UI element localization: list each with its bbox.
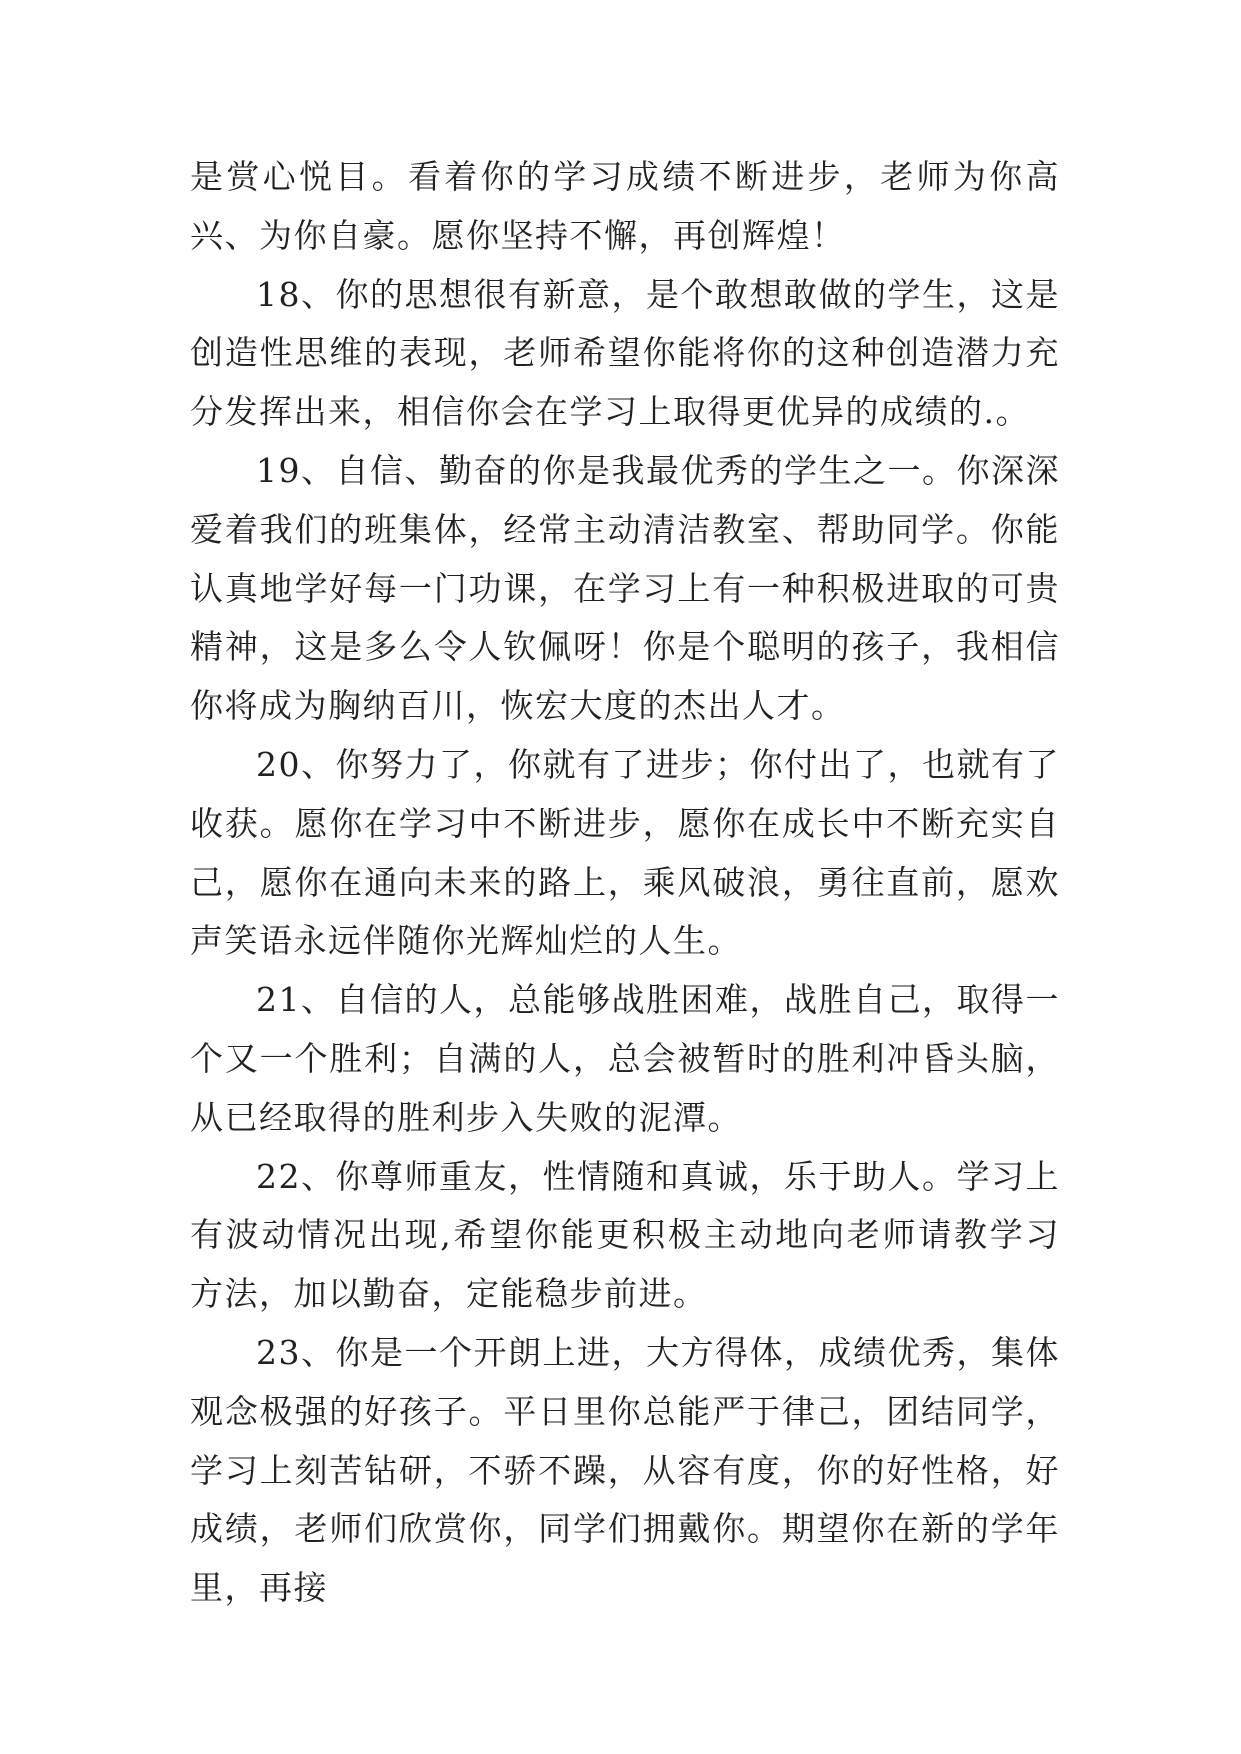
paragraph-19: 19、自信、勤奋的你是我最优秀的学生之一。你深深爱着我们的班集体，经常主动清洁教室、帮助同学。你能认真地学好每一门功课，在学习上有一种积极进取的可贵精神，这是多么令人钦佩呀！你是个聪明的孩子，我相信你将成为胸纳百川，恢宏大度的杰出人才。 [190, 450, 1060, 726]
paragraph-18: 18、你的思想很有新意，是个敢想敢做的学生，这是创造性思维的表现，老师希望你能将你的这种创造潜力充分发挥出来，相信你会在学习上取得更优异的成绩的.。 [190, 274, 1060, 432]
paragraph-continued: 是赏心悦目。看着你的学习成绩不断进步，老师为你高兴、为你自豪。愿你坚持不懈，再创辉煌！ [190, 157, 1060, 255]
paragraph-23: 23、你是一个开朗上进，大方得体，成绩优秀，集体观念极强的好孩子。平日里你总能严于律己，团结同学，学习上刻苦钻研，不骄不躁，从容有度，你的好性格，好成绩，老师们欣赏你，同学们拥戴你。期望你在新的学年里，再接 [190, 1332, 1060, 1608]
paragraph-22: 22、你尊师重友，性情随和真诚，乐于助人。学习上有波动情况出现,希望你能更积极主动地向老师请教学习方法，加以勤奋，定能稳步前进。 [190, 1156, 1060, 1314]
paragraph-21: 21、自信的人，总能够战胜困难，战胜自己，取得一个又一个胜利；自满的人，总会被暂时的胜利冲昏头脑，从已经取得的胜利步入失败的泥潭。 [190, 980, 1060, 1137]
paragraph-20: 20、你努力了，你就有了进步；你付出了，也就有了收获。愿你在学习中不断进步，愿你在成长中不断充实自己，愿你在通向未来的路上，乘风破浪，勇往直前，愿欢声笑语永远伴随你光辉灿烂的人生。 [190, 744, 1060, 961]
document-body [190, 148, 1060, 1618]
